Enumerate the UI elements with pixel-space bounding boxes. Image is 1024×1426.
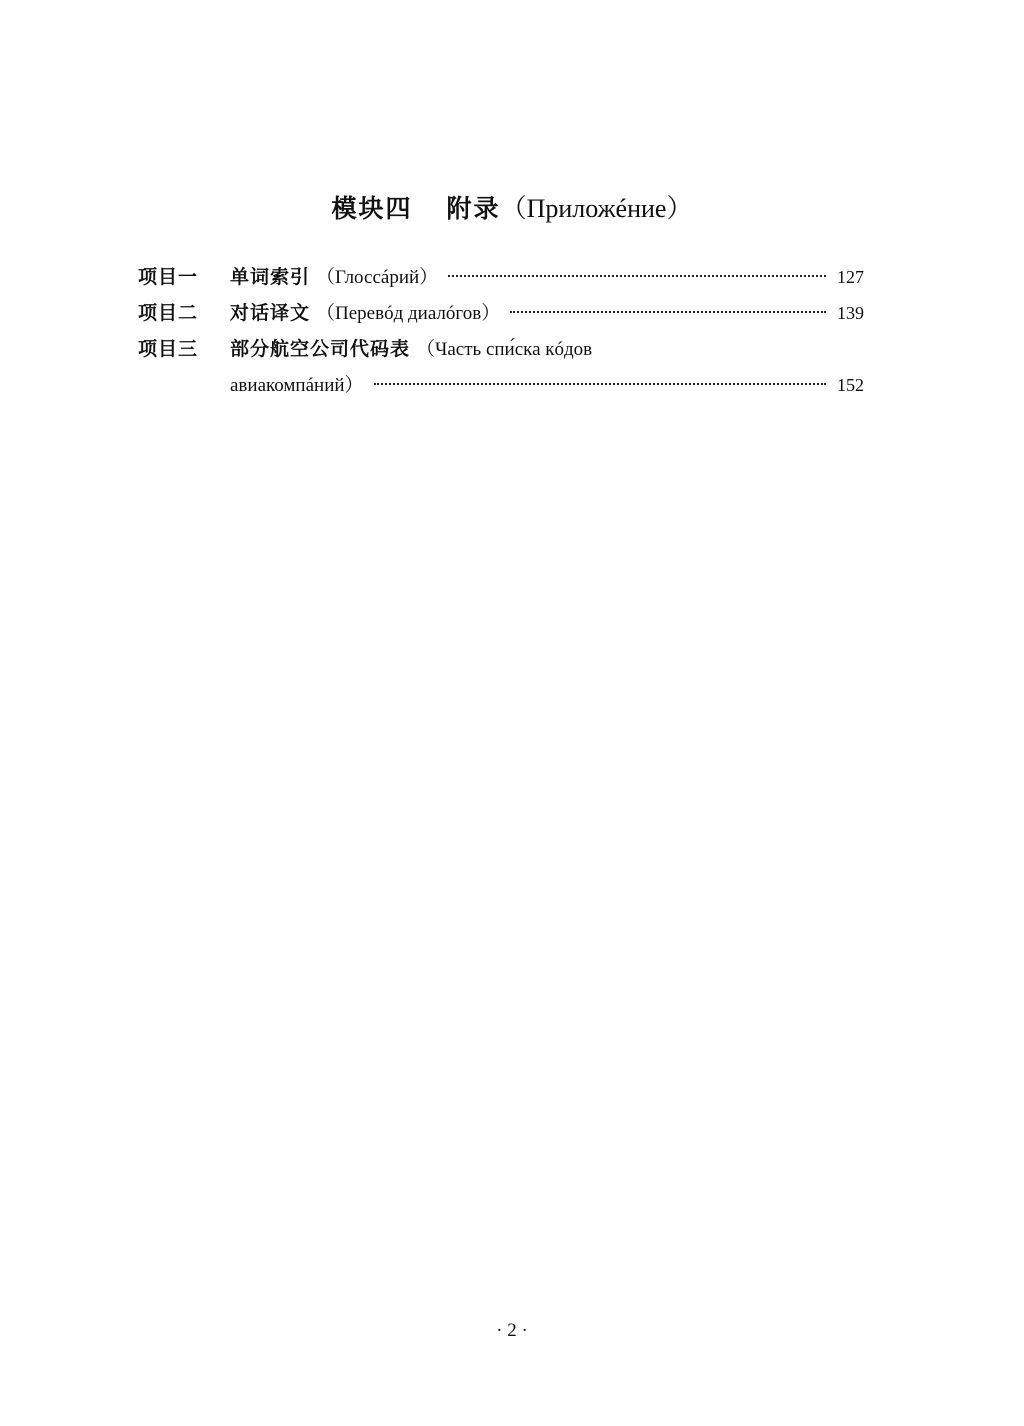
toc-entry-number: 项目二 xyxy=(138,302,199,324)
module-label: 模块四 xyxy=(331,194,413,223)
toc-entry-title-ru: （Перевóд диалóгов） xyxy=(316,303,501,324)
toc-entry-continuation[interactable] xyxy=(230,370,864,398)
dot-leader xyxy=(448,275,826,277)
toc-entry-title-cn: 部分航空公司代码表 xyxy=(230,338,411,360)
toc-entry-page: 152 xyxy=(837,375,864,395)
toc-entry-title-ru: （Часть спи́ска кóдов xyxy=(416,339,593,360)
toc-entry-number: 项目三 xyxy=(138,338,199,360)
toc-entry-number: 项目一 xyxy=(138,266,199,288)
dot-leader xyxy=(374,383,826,385)
module-title-ru: （Приложéние） xyxy=(500,194,693,223)
page-number: · 2 · xyxy=(496,1320,528,1341)
toc-entry-page: 139 xyxy=(837,303,864,323)
toc-entry[interactable] xyxy=(138,262,864,290)
dot-leader xyxy=(510,311,826,313)
toc-entry-title-ru-continued: авиакомпáний） xyxy=(230,375,364,396)
toc-entry-title-cn: 单词索引 xyxy=(230,266,311,288)
toc-entry[interactable] xyxy=(138,334,864,362)
module-title-cn: 附录 xyxy=(446,194,501,223)
toc-entry-title-cn: 对话译文 xyxy=(230,302,311,324)
toc-entry-title-ru: （Глоссáрий） xyxy=(316,267,439,288)
toc-entry-page: 127 xyxy=(837,267,864,287)
toc-entry[interactable] xyxy=(138,298,864,326)
module-title xyxy=(0,191,1024,227)
